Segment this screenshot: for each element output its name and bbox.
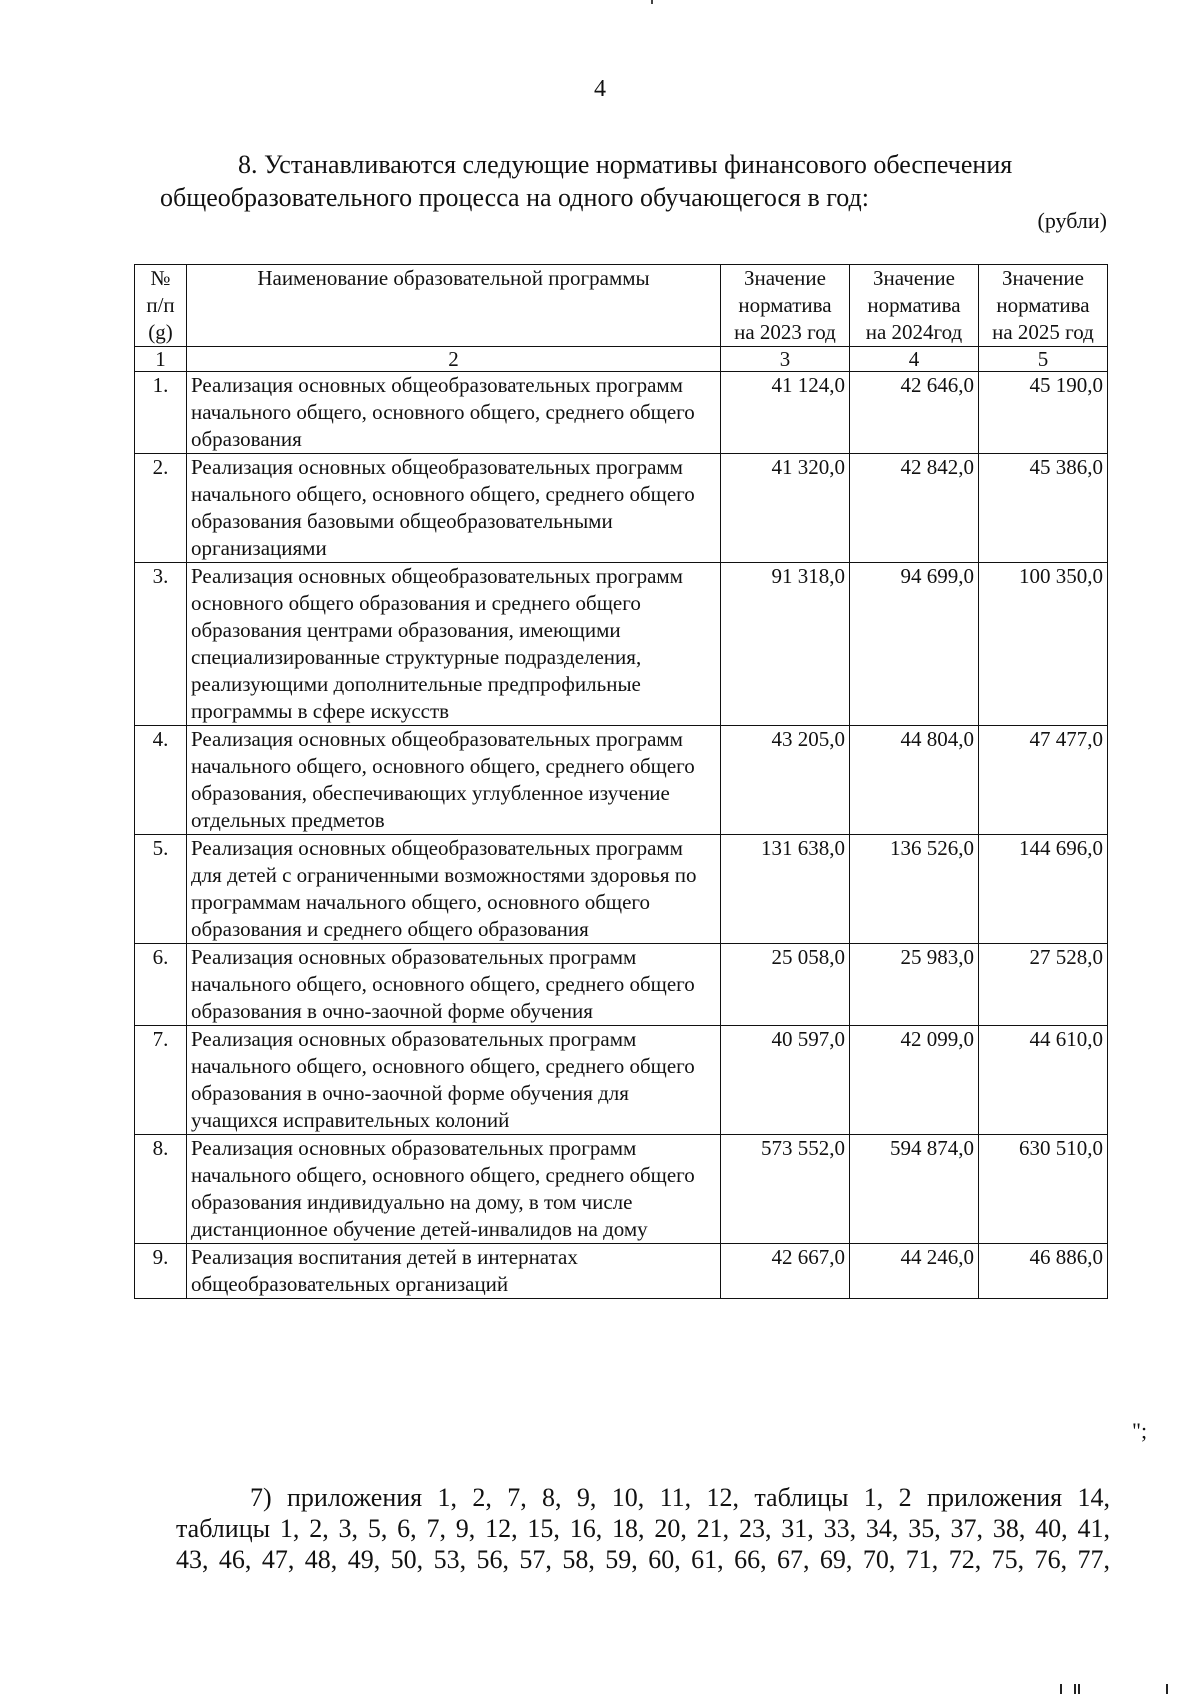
table-row: [135, 835, 1108, 944]
header-num: № п/п (g): [135, 265, 187, 347]
table-row: [135, 372, 1108, 454]
tail-line-3: 43, 46, 47, 48, 49, 50, 53, 56, 57, 58, 59, 60, 61, 66, 67, 69, 70, 71, 72, 75, 76, 77,: [176, 1545, 1110, 1574]
closing-quote-mark: ";: [1132, 1418, 1148, 1443]
tail-line-1: 7) приложения 1, 2, 7, 8, 9, 10, 11, 12, таблицы 1, 2 приложения 14,: [250, 1483, 1110, 1512]
value-2024: 44 804,0: [850, 726, 979, 835]
value-2025: 45 190,0: [979, 372, 1108, 454]
header-2025: Значение норматива на 2025 год: [979, 265, 1108, 347]
tail-line-2: таблицы 1, 2, 3, 5, 6, 7, 9, 12, 15, 16, 18, 20, 21, 23, 31, 33, 34, 35, 37, 38, 40, 41,: [176, 1514, 1110, 1543]
value-2025: 27 528,0: [979, 944, 1108, 1026]
financing-norms-table: [134, 264, 1108, 1299]
value-2025: 47 477,0: [979, 726, 1108, 835]
program-name: Реализация основных образовательных программ начального общего, основного общего, среднего общего образования индивидуально на дому, в том числе дистанционное обучение детей-инвалидов на дому: [187, 1135, 721, 1244]
row-number: 9.: [135, 1244, 187, 1299]
value-2024: 42 842,0: [850, 454, 979, 563]
program-name: Реализация основных общеобразовательных программ для детей с ограниченными возможностями здоровья по программам начального общего, основного общего образования и среднего общего образования: [187, 835, 721, 944]
table-row: [135, 726, 1108, 835]
scan-edge-marks: [1060, 1684, 1200, 1694]
index-cell: 3: [721, 347, 850, 372]
following-paragraph: [176, 1482, 1110, 1575]
intro-paragraph: [160, 148, 1110, 214]
value-2023: 573 552,0: [721, 1135, 850, 1244]
program-name: Реализация основных общеобразовательных программ начального общего, основного общего, среднего общего образования: [187, 372, 721, 454]
program-name: Реализация основных общеобразовательных программ начального общего, основного общего, среднего общего образования базовыми общеобразовательными организациями: [187, 454, 721, 563]
value-2025: 630 510,0: [979, 1135, 1108, 1244]
scan-artifact: [651, 0, 653, 4]
table-row: [135, 563, 1108, 726]
value-2023: 40 597,0: [721, 1026, 850, 1135]
row-number: 5.: [135, 835, 187, 944]
value-2023: 41 124,0: [721, 372, 850, 454]
value-2023: 25 058,0: [721, 944, 850, 1026]
table-row: [135, 1026, 1108, 1135]
value-2025: 46 886,0: [979, 1244, 1108, 1299]
value-2024: 42 646,0: [850, 372, 979, 454]
value-2024: 42 099,0: [850, 1026, 979, 1135]
header-2024: Значение норматива на 2024год: [850, 265, 979, 347]
table-row: [135, 944, 1108, 1026]
program-name: Реализация основных общеобразовательных программ основного общего образования и среднего общего образования центрами образования, имеющими специализированные структурные подразделения, реализующими дополнительные предпрофильные программы в сфере искусств: [187, 563, 721, 726]
program-name: Реализация основных образовательных программ начального общего, основного общего, среднего общего образования в очно-заочной форме обучения для учащихся исправительных колоний: [187, 1026, 721, 1135]
row-number: 6.: [135, 944, 187, 1026]
value-2023: 91 318,0: [721, 563, 850, 726]
value-2025: 44 610,0: [979, 1026, 1108, 1135]
index-cell: 2: [187, 347, 721, 372]
index-cell: 1: [135, 347, 187, 372]
table-row: [135, 454, 1108, 563]
value-2025: 45 386,0: [979, 454, 1108, 563]
row-number: 1.: [135, 372, 187, 454]
table-row: [135, 1244, 1108, 1299]
intro-line-2: общеобразовательного процесса на одного обучающегося в год:: [160, 183, 869, 212]
column-index-row: [135, 347, 1108, 372]
value-2023: 41 320,0: [721, 454, 850, 563]
value-2025: 100 350,0: [979, 563, 1108, 726]
value-2024: 594 874,0: [850, 1135, 979, 1244]
row-number: 4.: [135, 726, 187, 835]
program-name: Реализация воспитания детей в интернатах общеобразовательных организаций: [187, 1244, 721, 1299]
index-cell: 5: [979, 347, 1108, 372]
value-2024: 94 699,0: [850, 563, 979, 726]
program-name: Реализация основных образовательных программ начального общего, основного общего, среднего общего образования в очно-заочной форме обучения: [187, 944, 721, 1026]
value-2024: 25 983,0: [850, 944, 979, 1026]
intro-line-1: 8. Устанавливаются следующие нормативы финансового обеспечения: [238, 150, 1013, 179]
table-header-row: [135, 265, 1108, 347]
value-2023: 131 638,0: [721, 835, 850, 944]
index-cell: 4: [850, 347, 979, 372]
row-number: 2.: [135, 454, 187, 563]
units-label: (рубли): [1037, 208, 1107, 233]
row-number: 8.: [135, 1135, 187, 1244]
value-2023: 42 667,0: [721, 1244, 850, 1299]
value-2024: 44 246,0: [850, 1244, 979, 1299]
value-2024: 136 526,0: [850, 835, 979, 944]
program-name: Реализация основных общеобразовательных программ начального общего, основного общего, среднего общего образования, обеспечивающих углубленное изучение отдельных предметов: [187, 726, 721, 835]
table-row: [135, 1135, 1108, 1244]
page-number: 4: [594, 76, 606, 102]
header-2023: Значение норматива на 2023 год: [721, 265, 850, 347]
header-program-name: Наименование образовательной программы: [187, 265, 721, 347]
value-2023: 43 205,0: [721, 726, 850, 835]
value-2025: 144 696,0: [979, 835, 1108, 944]
row-number: 7.: [135, 1026, 187, 1135]
row-number: 3.: [135, 563, 187, 726]
